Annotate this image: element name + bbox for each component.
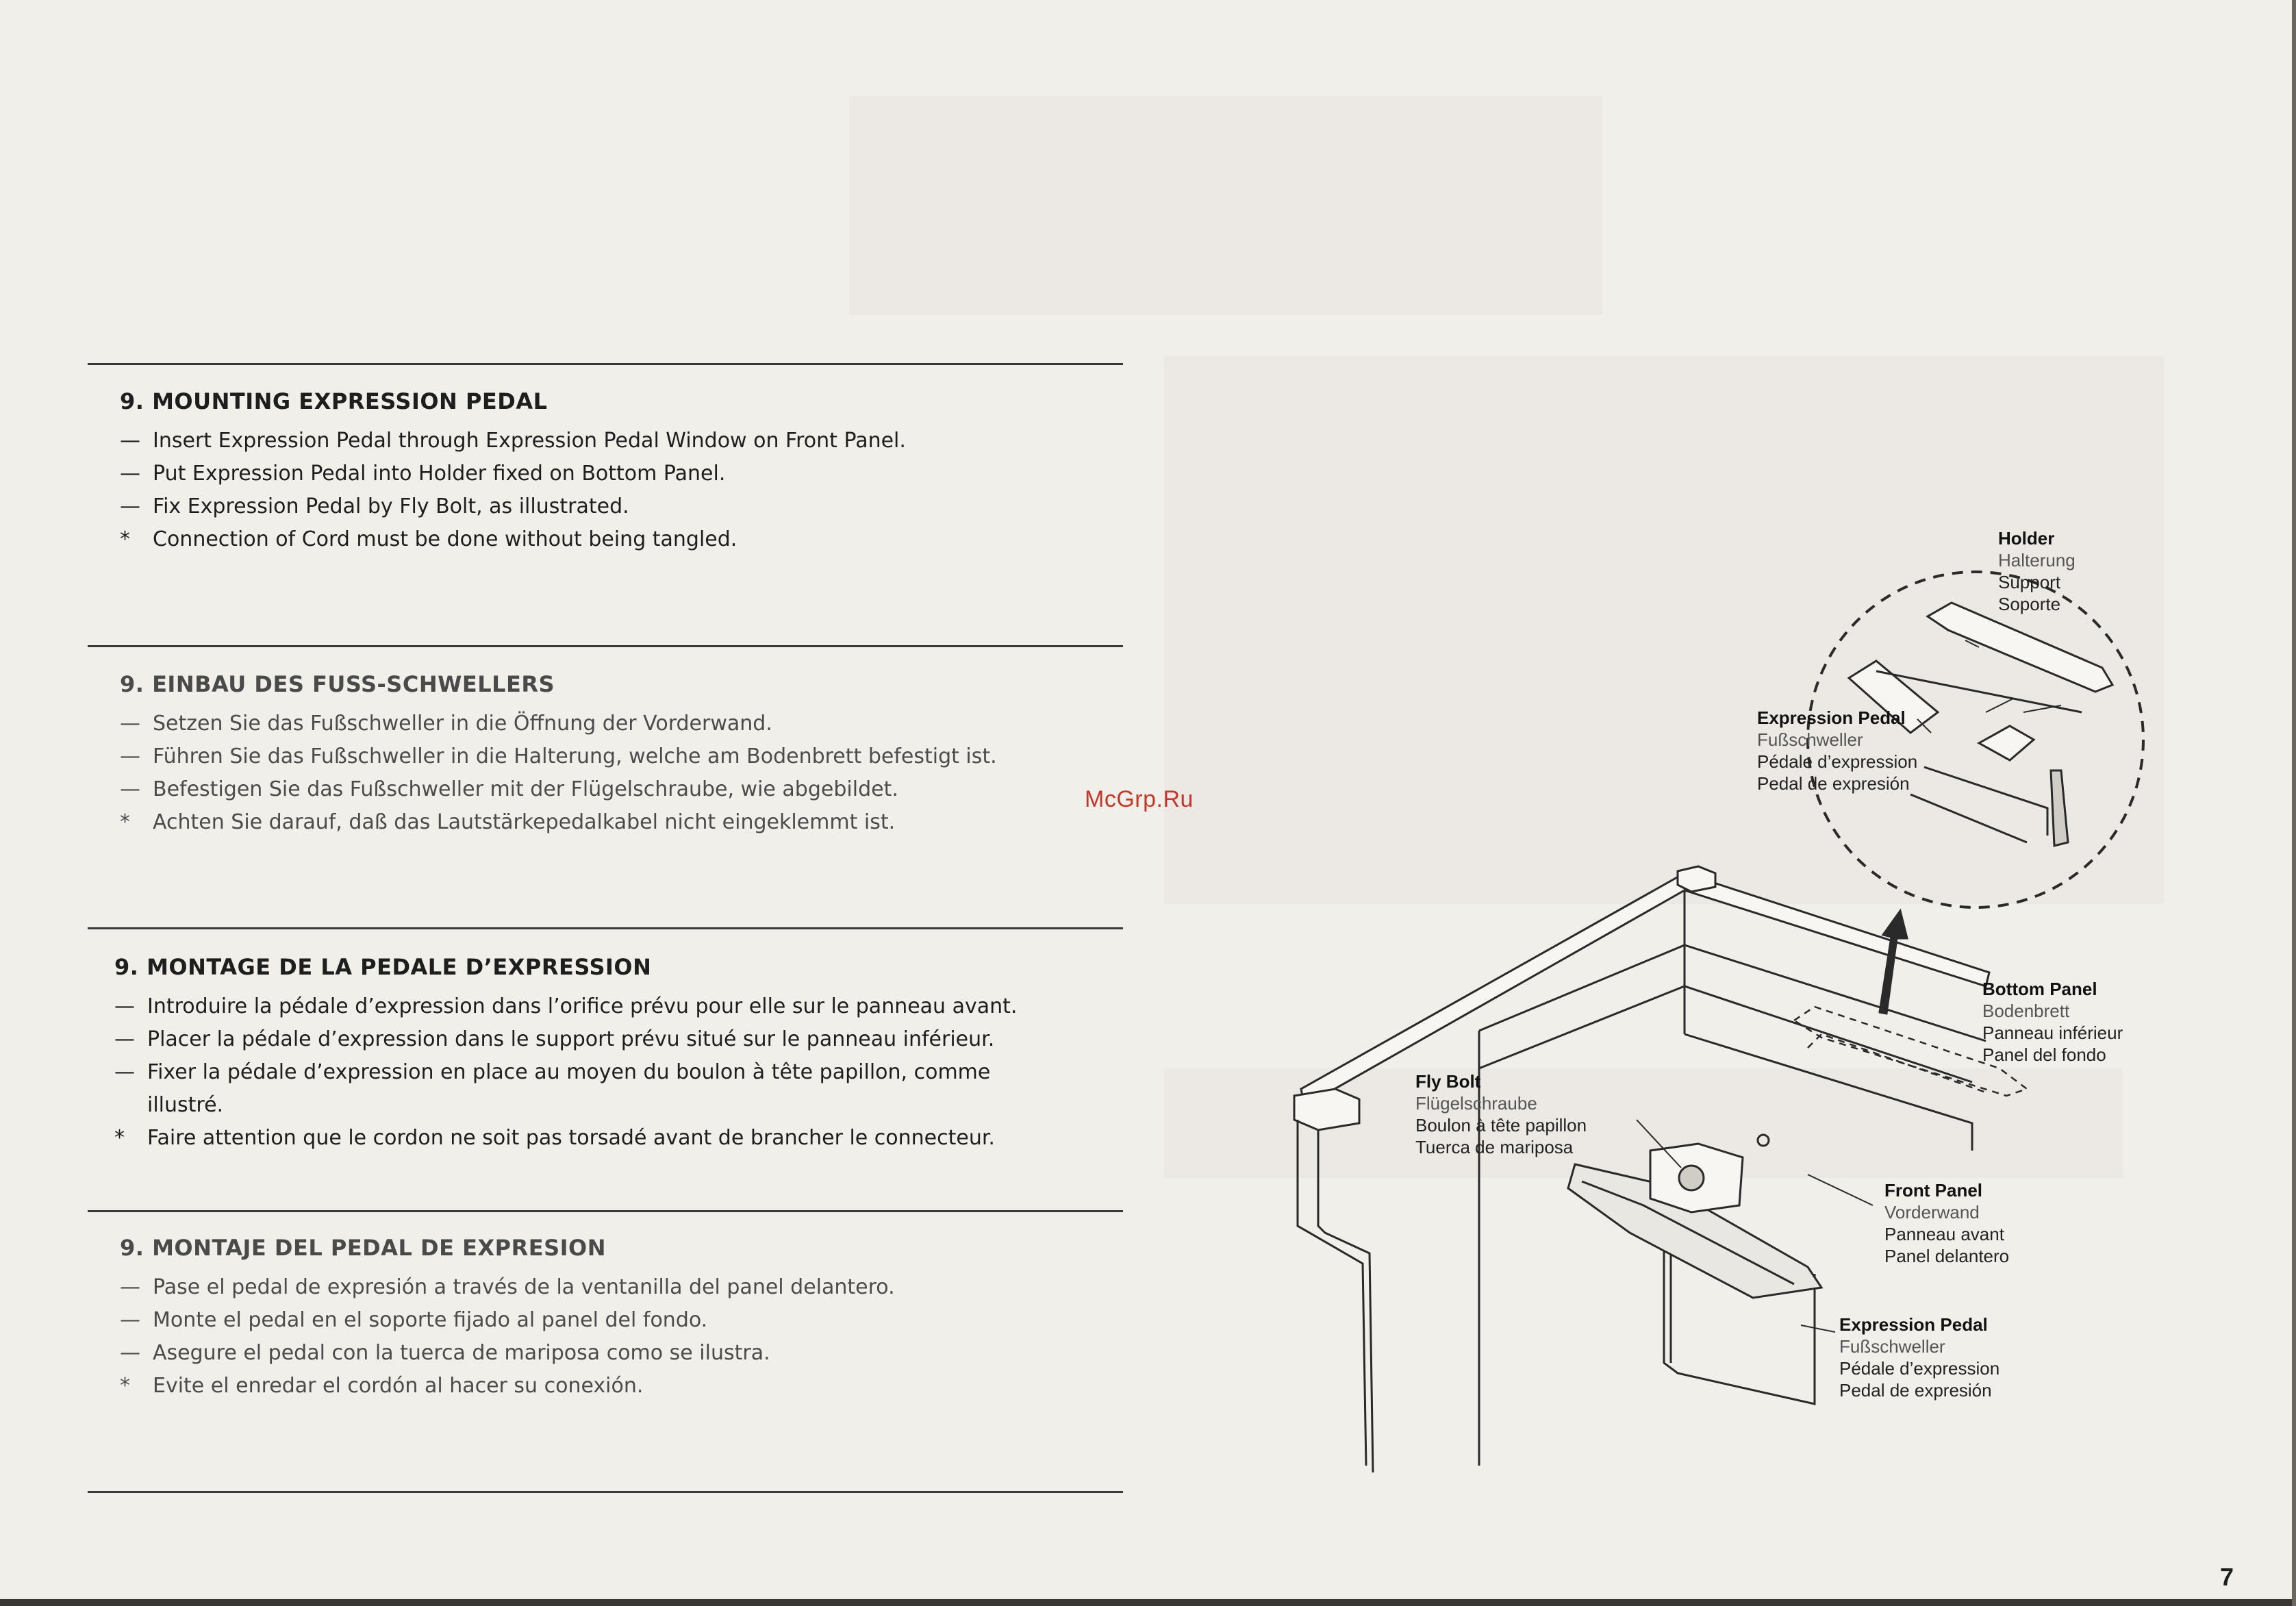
watermark-text: McGrp.Ru <box>1085 786 1194 812</box>
page-number: 7 <box>2220 1563 2234 1591</box>
list-item: — Führen Sie das Fußschweller in die Halterung, welche am Bodenbrett befestigt ist. <box>120 744 997 768</box>
label-bottom-panel: Bottom Panel Bodenbrett Panneau inférieur Panel del fondo <box>1982 979 2123 1065</box>
list-item: * Achten Sie darauf, daß das Lautstärkepedalkabel nicht eingeklemmt ist. <box>120 810 896 834</box>
list-item: — Introduire la pédale d’expression dans l’orifice prévu pour elle sur le panneau avant. <box>114 994 1018 1018</box>
section-heading: 9. EINBAU DES FUSS-SCHWELLERS <box>120 671 555 697</box>
label-expression-pedal-bottom: Expression Pedal Fußschweller Pédale d’expression Pedal de expresión <box>1839 1314 2000 1401</box>
list-item: — Asegure el pedal con la tuerca de mariposa como se ilustra. <box>120 1341 770 1365</box>
label-front-panel: Front Panel Vorderwand Panneau avant Panel delantero <box>1884 1180 2010 1266</box>
label-holder: Holder Halterung Support Soporte <box>1998 528 2076 614</box>
list-item: * Faire attention que le cordon ne soit pas torsadé avant de brancher le connecteur. <box>114 1126 995 1150</box>
list-item: — Befestigen Sie das Fußschweller mit der Flügelschraube, wie abgebildet. <box>120 777 898 801</box>
front-panel <box>1685 1034 1972 1151</box>
zoom-arrow <box>1880 911 1907 1014</box>
list-item: — Insert Expression Pedal through Expression Pedal Window on Front Panel. <box>120 429 906 453</box>
list-item: — Pase el pedal de expresión a través de la ventanilla del panel delantero. <box>120 1275 895 1299</box>
page-edge-shadow <box>2292 0 2296 1606</box>
label-expression-pedal-top: Expression Pedal Fußschweller Pédale d’expression Pedal de expresión <box>1757 707 1918 794</box>
section-heading: 9. MONTAJE DEL PEDAL DE EXPRESION <box>120 1235 607 1261</box>
list-item: — Fix Expression Pedal by Fly Bolt, as illustrated. <box>120 494 629 518</box>
list-item: — Setzen Sie das Fußschweller in die Öffnung der Vorderwand. <box>120 712 772 736</box>
list-item: * Evite el enredar el cordón al hacer su conexión. <box>120 1374 644 1398</box>
rail-end-block-left <box>1294 1089 1359 1130</box>
section-heading: 9. MOUNTING EXPRESSION PEDAL <box>120 388 548 414</box>
list-item: * Connection of Cord must be done without being tangled. <box>120 527 737 551</box>
list-item: — Monte el pedal en el soporte fijado al panel del fondo. <box>120 1308 708 1332</box>
page-edge-shadow <box>0 1599 2296 1606</box>
label-fly-bolt: Fly Bolt Flügelschraube Boulon à tête papillon Tuerca de mariposa <box>1415 1071 1587 1157</box>
list-item: illustré. <box>147 1093 224 1117</box>
list-item: — Put Expression Pedal into Holder fixed on Bottom Panel. <box>120 462 726 486</box>
list-item: — Fixer la pédale d’expression en place au moyen du boulon à tête papillon, comme <box>114 1060 991 1084</box>
section-heading: 9. MONTAGE DE LA PEDALE D’EXPRESSION <box>114 954 652 980</box>
rail-end-block-right <box>1678 866 1715 892</box>
fly-bolt <box>1679 1166 1704 1190</box>
list-item: — Placer la pédale d’expression dans le support prévu situé sur le panneau inférieur. <box>114 1027 995 1051</box>
holder-detail <box>1928 603 2112 692</box>
